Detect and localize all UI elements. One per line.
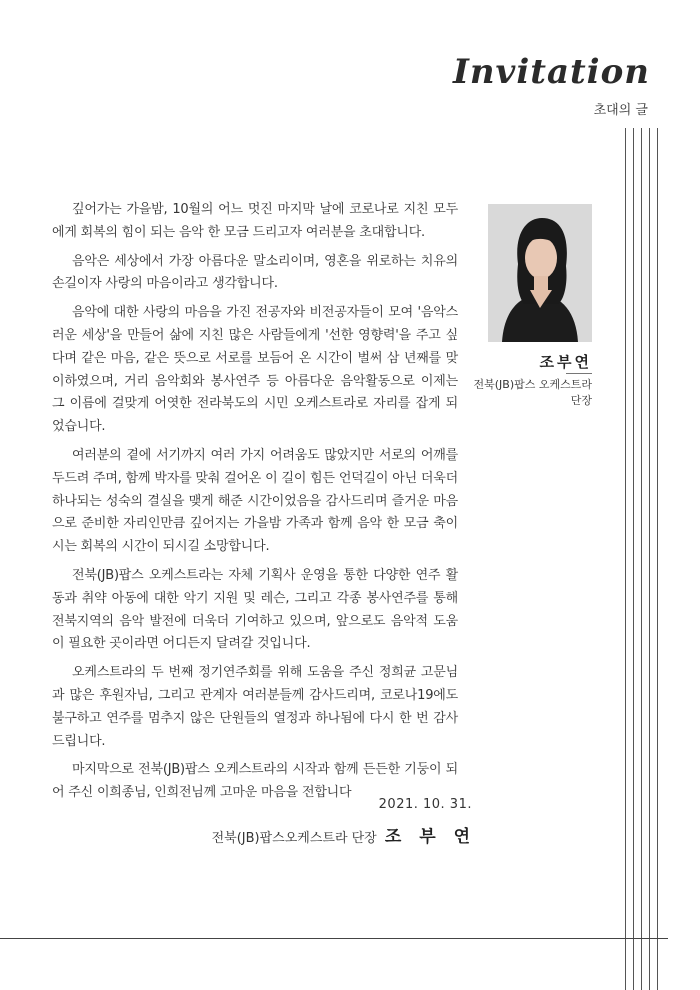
letter-paragraph: 전북(JB)팝스 오케스트라는 자체 기획사 운영을 통한 다양한 연주 활동과 취약 아동에 대한 악기 지원 및 레슨, 그리고 각종 봉사연주를 통해 전북지역의 음악 발전에 더욱더 기여하고 있으며, 앞으로도 음악적 도움이 필요한 곳이라면 어디든지 달려갈 것입니다. (52, 567, 458, 652)
decorative-line (649, 128, 650, 990)
page-subtitle: 초대의 글 (593, 103, 648, 118)
profile-photo (488, 204, 592, 342)
profile-name: 조부연 (539, 353, 592, 371)
letter-paragraph: 오케스트라의 두 번째 정기연주회를 위해 도움을 주신 정희균 고문님과 많은 후원자님, 그리고 관계자 여러분들께 감사드리며, 코로나19에도 불구하고 연주를 멈추지 않은 단원들의 열정과 하나됨에 다시 한 번 감사드립니다. (52, 665, 458, 749)
divider (566, 373, 592, 374)
signature-name: 조 부 연 (384, 827, 476, 847)
decorative-line (657, 128, 658, 990)
decorative-line (641, 128, 642, 990)
decorative-line (625, 128, 626, 990)
divider (0, 938, 668, 939)
letter-paragraph: 여러분의 곁에 서기까지 여러 가지 어려움도 많았지만 서로의 어깨를 두드려 주며, 함께 박자를 맞춰 걸어온 이 길이 힘든 언덕길이 아닌 더욱더 하나되는 성숙의 결실을 맺게 해준 시간이었음을 감사드리며 즐거운 마음으로 준비한 자리인만큼 깊어지는 가을밤 가족과 함께 음악 한 모금 축이시는 회복의 시간이 되시길 소망합니다. (52, 447, 458, 555)
letter-paragraph: 음악은 세상에서 가장 아름다운 말소리이며, 영혼을 위로하는 치유의 손길이자 사랑의 마음이라고 생각합니다. (52, 253, 458, 292)
page-title: Invitation (452, 52, 650, 92)
letter-date: 2021. 10. 31. (378, 797, 472, 812)
profile-role-line: 단장 (570, 394, 592, 407)
letter-paragraph: 깊어가는 가을밤, 10월의 어느 멋진 마지막 날에 코로나로 지친 모두에게 회복의 힘이 되는 음악 한 모금 드리고자 여러분을 초대합니다. (52, 202, 458, 240)
letter-paragraph: 음악에 대한 사랑의 마음을 가진 전공자와 비전공자들이 모여 '음악스러운 세상'을 만들어 삶에 지친 많은 사람들에게 '선한 영향력'을 주고 싶다며 같은 마음, 같은 뜻으로 서로를 보듬어 온 시간이 벌써 삼 년째를 맞이하였으며, 거리 음악회와 봉사연주 등 아름다운 음악활동으로 이제는 그 이름에 걸맞게 어엿한 전라북도의 시민 오케스트라로 자리를 잡게 되었습니다. (52, 305, 458, 435)
letter-paragraph: 마지막으로 전북(JB)팝스 오케스트라의 시작과 함께 든든한 기둥이 되어 주신 이희종님, 인희전님께 고마운 마음을 전합니다 (52, 762, 458, 801)
signature-org: 전북(JB)팝스오케스트라 단장 (211, 831, 377, 846)
letter-body (52, 199, 458, 811)
profile-role (460, 377, 592, 409)
signature (212, 822, 476, 847)
decorative-line (633, 128, 634, 990)
profile-role-line: 전북(JB)팝스 오케스트라 (473, 378, 592, 391)
